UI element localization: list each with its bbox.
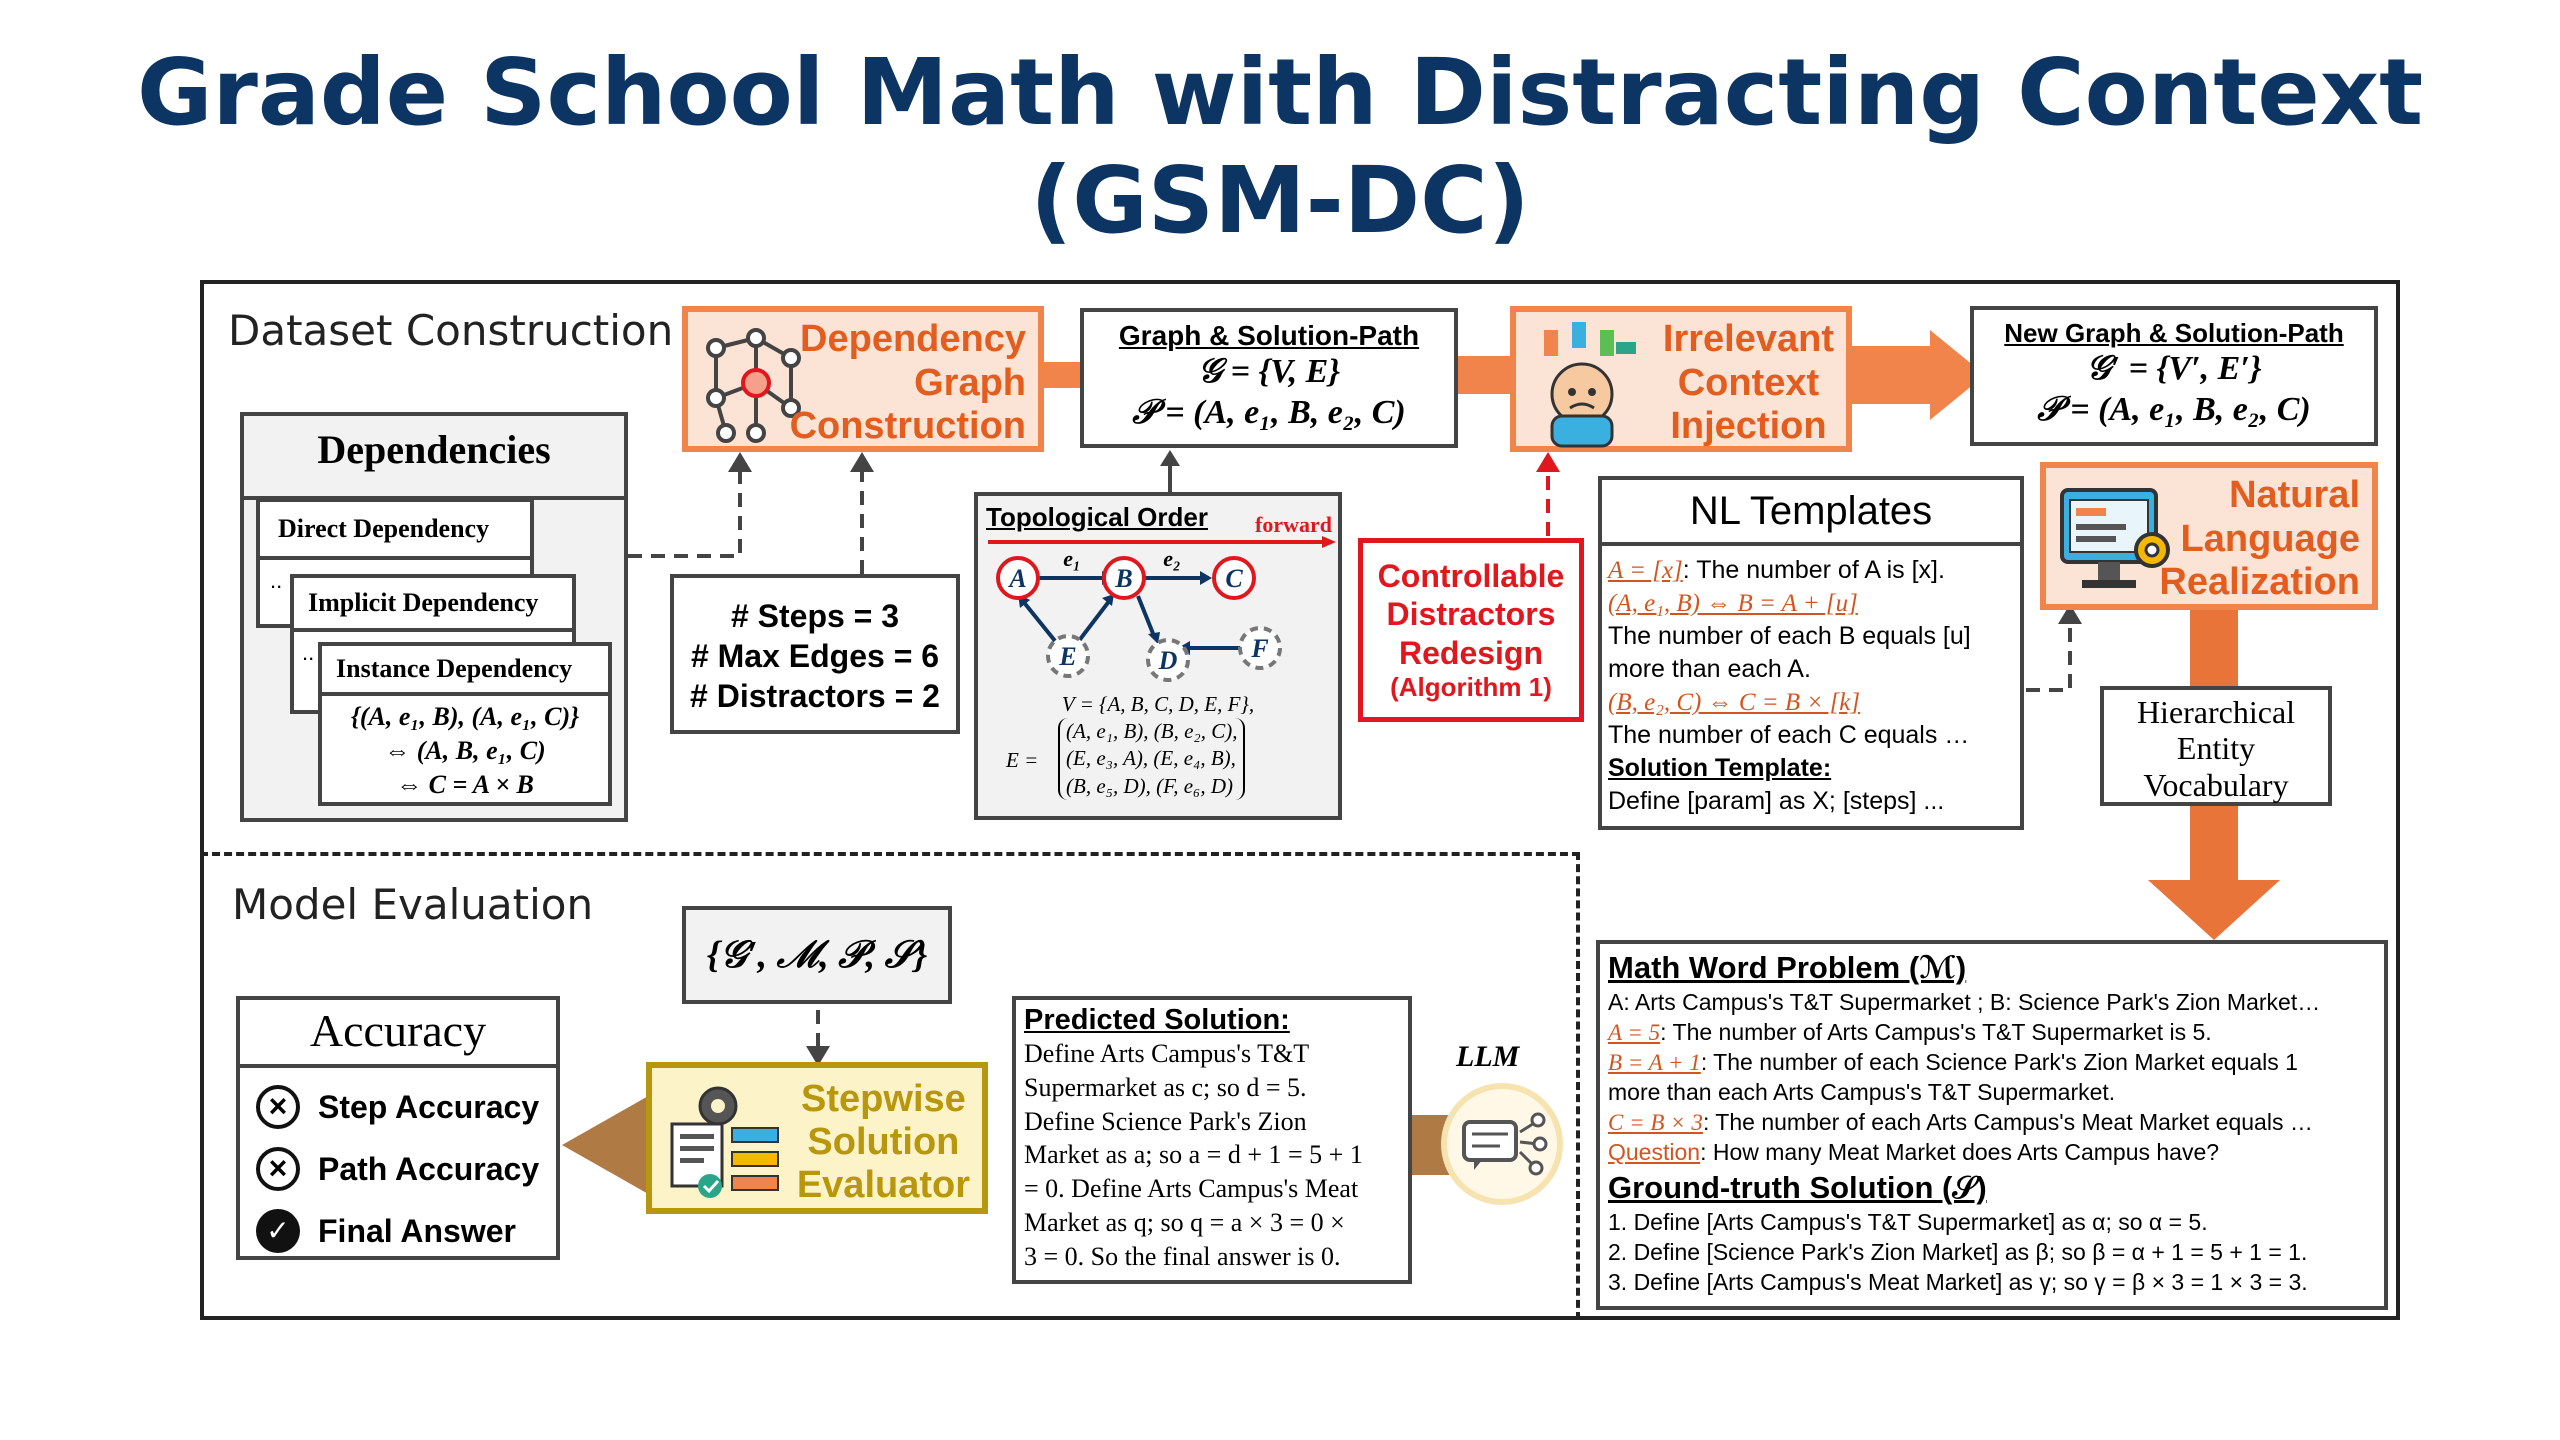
math-word-problem-panel — [1596, 940, 2388, 1310]
edge-set-label: E = — [1006, 748, 1039, 772]
ellipsis: .. — [302, 640, 315, 665]
graph-equation: 𝒢 = {V, E} — [1197, 353, 1341, 390]
ground-truth-line: 2. Define [Science Park's Zion Market] as β; so β = α + 1 = 5 + 1 = 1. — [1608, 1238, 2308, 1265]
predicted-solution-title: Predicted Solution: — [1024, 1004, 1290, 1036]
forward-label: forward — [1255, 512, 1332, 537]
accuracy-title: Accuracy — [240, 1000, 556, 1068]
path-accuracy-label: Path Accuracy — [318, 1150, 540, 1187]
node-D: D — [1158, 646, 1178, 675]
edge-set-line: (B, e₅, D), (F, e₆, D) — [1066, 773, 1233, 798]
problem-line: : The number of Arts Campus's T&T Supermarket is 5. — [1660, 1019, 2212, 1046]
cd-line1: Controllable — [1377, 558, 1565, 594]
cross-icon: × — [256, 1085, 300, 1129]
topo-graph — [978, 536, 1338, 696]
llm-label: LLM — [1456, 1040, 1520, 1073]
cd-line3: Redesign — [1398, 634, 1544, 671]
param-steps: # Steps = 3 — [730, 598, 900, 634]
param-max-edges: # Max Edges = 6 — [690, 638, 940, 674]
edge-e1-label: e₁ — [1063, 546, 1081, 571]
implicit-dependency-label: Implicit Dependency — [294, 578, 572, 632]
problem-key: B = A + 1 — [1608, 1050, 1701, 1076]
solution-template-title: Solution Template: — [1608, 754, 1832, 782]
problem-line: : The number of each Arts Campus's Meat Market equals … — [1702, 1108, 2313, 1135]
topological-order-panel — [974, 492, 1342, 820]
question-key: Question — [1608, 1138, 1701, 1165]
natural-language-realization — [2040, 462, 2378, 610]
formula-line: ⇔ C = A × B — [396, 769, 534, 799]
problem-line: : How many Meat Market does Arts Campus have? — [1700, 1138, 2220, 1165]
new-path-equation: 𝒫 = (A, e₁, B, e₂, C) — [2037, 390, 2311, 428]
predicted-line: Market as q; so q = a × 3 = 0 × — [1024, 1207, 1345, 1237]
problem-line: : The number of each Science Park's Zion Market equals 1 — [1700, 1049, 2298, 1076]
computer-gear-icon — [2054, 480, 2174, 602]
controllable-distractors-box — [1358, 538, 1584, 722]
confused-person-icon — [1524, 320, 1644, 448]
node-B: B — [1115, 564, 1133, 593]
topo-title: Topological Order — [986, 502, 1208, 532]
node-A: A — [1009, 564, 1027, 593]
cd-line4: (Algorithm 1) — [1390, 672, 1552, 703]
nl-templates-panel — [1598, 476, 2024, 830]
graph-solution-title: Graph & Solution-Path — [1118, 320, 1420, 351]
page-subtitle: (GSM-DC) — [1030, 147, 1530, 254]
final-answer-label: Final Answer — [318, 1212, 516, 1249]
template-key: (A, e₁, B) ⇔ B = A + [u] — [1608, 590, 1858, 617]
dgc-line1: Dependency — [800, 318, 1026, 360]
template-text: more than each A. — [1608, 655, 1811, 683]
predicted-solution-panel — [1012, 996, 1412, 1284]
problem-key: A = 5 — [1608, 1020, 1661, 1046]
solution-template-text: Define [param] as X; [steps] ... — [1608, 787, 1945, 815]
formula-line: {(A, e₁, B), (A, e₁, C)} — [350, 702, 580, 731]
predicted-line: Market as a; so a = d + 1 = 5 + 1 — [1024, 1140, 1363, 1170]
evaluator-flow-icon — [660, 1076, 790, 1206]
node-F: F — [1251, 634, 1269, 663]
edge-set-line: (E, e₃, A), (E, e₄, B), — [1066, 746, 1236, 771]
param-distractors: # Distractors = 2 — [690, 678, 940, 714]
step-accuracy-label: Step Accuracy — [318, 1088, 540, 1125]
step-accuracy-row — [256, 1076, 540, 1138]
hierarchical-entity-vocabulary — [2100, 686, 2332, 806]
nl-templates-title: NL Templates — [1602, 480, 2020, 546]
graph-solution-box — [1080, 308, 1458, 448]
path-accuracy-row — [256, 1138, 540, 1200]
node-C: C — [1225, 564, 1243, 593]
direct-dependency-label: Direct Dependency — [260, 502, 530, 560]
instance-dependency-label: Instance Dependency — [322, 646, 608, 696]
vertex-set: V = {A, B, C, D, E, F}, — [1061, 692, 1255, 716]
dgc-line2: Graph — [914, 361, 1026, 404]
cross-icon: × — [256, 1147, 300, 1191]
predicted-line: Define Arts Campus's T&T — [1024, 1039, 1310, 1068]
template-text: : The number of A is [x]. — [1682, 556, 1945, 584]
predicted-line: Supermarket as c; so d = 5. — [1024, 1072, 1307, 1102]
accuracy-panel — [236, 996, 560, 1260]
problem-key: C = B × 3 — [1608, 1109, 1703, 1135]
math-problem-title: Math Word Problem (ℳ) — [1608, 950, 1967, 985]
ground-truth-title: Ground-truth Solution (𝒮) — [1608, 1169, 1987, 1205]
ground-truth-line: 1. Define [Arts Campus's T&T Supermarket] as α; so α = 5. — [1608, 1208, 2208, 1235]
cd-line2: Distractors — [1386, 596, 1556, 633]
ici-line3: Injection — [1670, 405, 1827, 448]
sse-line1: Stepwise — [801, 1078, 966, 1120]
dependency-graph-construction — [682, 306, 1044, 452]
stepwise-solution-evaluator — [646, 1062, 988, 1214]
page-title: Grade School Math with Distracting Context — [136, 39, 2424, 146]
params-box — [670, 574, 960, 734]
new-graph-equation: 𝒢′ = {V′, E′} — [2086, 350, 2262, 387]
node-E: E — [1059, 642, 1077, 671]
problem-line: A: Arts Campus's T&T Supermarket ; B: Science Park's Zion Market… — [1608, 989, 2321, 1016]
predicted-line: = 0. Define Arts Campus's Meat — [1024, 1174, 1359, 1204]
template-key: A = [x] — [1608, 557, 1683, 584]
new-graph-title: New Graph & Solution-Path — [2004, 318, 2344, 348]
predicted-line: 3 = 0. So the final answer is 0. — [1024, 1241, 1341, 1271]
section-construction-label: Dataset Construction — [228, 306, 674, 355]
template-text: The number of each C equals … — [1608, 721, 1970, 749]
template-key: (B, e₂, C) ⇔ C = B × [k] — [1608, 689, 1861, 716]
hev-line2: Entity — [2176, 730, 2256, 767]
template-text: The number of each B equals [u] — [1608, 622, 1971, 650]
dependencies-title: Dependencies — [244, 416, 624, 500]
formula-line: ⇔ (A, B, e₁, C) — [384, 735, 546, 765]
hev-line3: Vocabulary — [2143, 766, 2289, 803]
edge-set-line: (A, e₁, B), (B, e₂, C), — [1066, 719, 1238, 743]
nlr-line3: Realization — [2159, 561, 2360, 604]
nlr-line1: Natural — [2229, 474, 2360, 516]
evaluation-inputs: {𝒢′, ℳ, 𝒫, 𝒮} — [682, 906, 952, 1004]
instance-dependency-card — [318, 642, 612, 806]
edge-e2-label: e₂ — [1163, 546, 1181, 571]
sse-line3: Evaluator — [796, 1163, 970, 1206]
problem-line: more than each Arts Campus's T&T Supermarket. — [1608, 1078, 2116, 1105]
hev-line1: Hierarchical — [2136, 694, 2296, 730]
ici-line2: Context — [1677, 361, 1820, 404]
dgc-line3: Construction — [789, 405, 1026, 448]
ground-truth-line: 3. Define [Arts Campus's Meat Market] as γ; so γ = β × 3 = 1 × 3 = 3. — [1608, 1268, 2308, 1295]
ellipsis: .. — [270, 568, 283, 593]
ici-line1: Irrelevant — [1662, 318, 1834, 360]
nlr-line2: Language — [2180, 517, 2360, 560]
irrelevant-context-injection — [1510, 306, 1852, 452]
final-answer-row — [256, 1200, 540, 1262]
llm-icon — [1440, 1082, 1564, 1206]
section-evaluation-label: Model Evaluation — [232, 880, 594, 929]
sse-line2: Solution — [807, 1120, 960, 1163]
path-equation: 𝒫 = (A, e₁, B, e₂, C) — [1132, 393, 1406, 431]
predicted-line: Define Science Park's Zion — [1024, 1106, 1307, 1136]
check-icon: ✓ — [256, 1209, 300, 1253]
new-graph-box — [1970, 306, 2378, 446]
flow-arrow-3 — [1852, 330, 1985, 420]
